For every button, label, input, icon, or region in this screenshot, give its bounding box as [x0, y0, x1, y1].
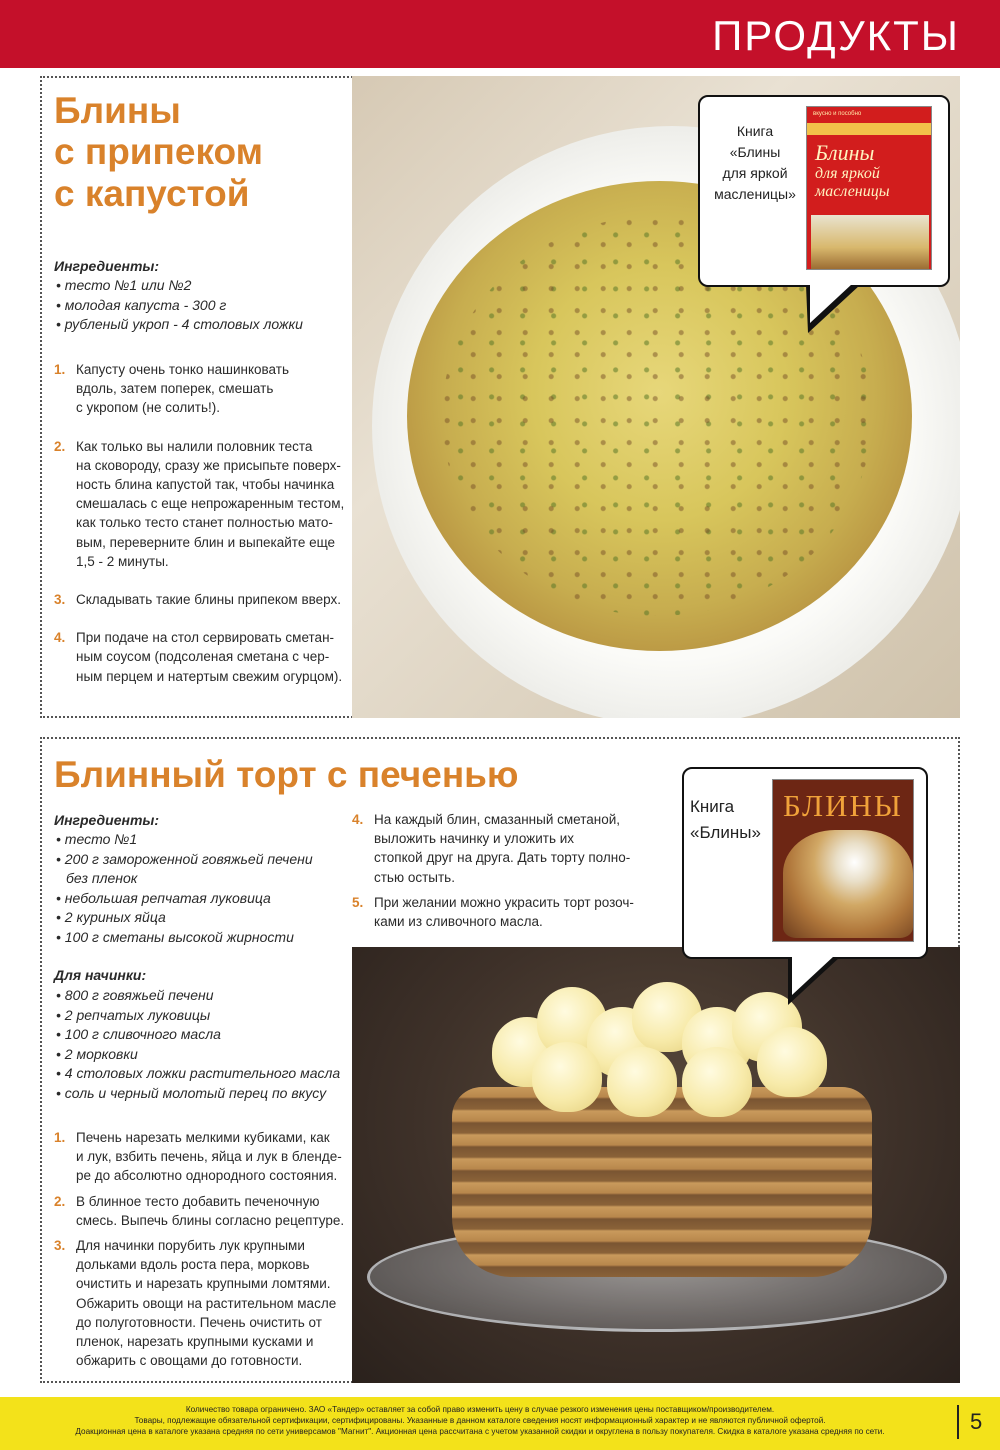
step-number: 1.	[54, 362, 66, 377]
step-line: выложить начинку и уложить их	[374, 831, 575, 847]
step-item	[54, 1192, 350, 1230]
cream-rosette	[607, 1047, 677, 1117]
book1-cover	[806, 106, 932, 270]
step-line: ным соусом (подсоленая сметана с чер-	[76, 649, 330, 665]
caption-line: для яркой	[722, 165, 788, 181]
step-number: 3.	[54, 592, 66, 608]
cover-title: БЛИНЫ	[783, 788, 903, 823]
book2-caption	[690, 794, 766, 846]
recipe2-ingredients-list	[56, 830, 336, 947]
recipe1-ingredients-label: Ингредиенты:	[54, 258, 160, 274]
book1-caption	[706, 121, 804, 205]
ingredient-item: • рубленый укроп - 4 столовых ложки	[66, 315, 346, 335]
cake-photo	[352, 947, 960, 1383]
step-number: 5.	[352, 894, 364, 910]
footer-bar	[0, 1397, 1000, 1450]
step-line: смесь. Выпечь блины согласно рецептуре.	[76, 1212, 345, 1228]
ingredient-item: • 100 г сметаны высокой жирности	[66, 928, 336, 948]
cover-title-line: Блины	[815, 140, 875, 165]
step-line: вдоль, затем поперек, смешать	[76, 381, 274, 397]
step-item	[54, 1236, 350, 1370]
disclaimer-line: Доакционная цена в каталоге указана средняя по сети универсамов "Магнит". Акционная цена рассчитана с учетом указанной скидки и округлена в пользу покупателя. Скидка в каталоге указана средняя по сети.	[75, 1427, 885, 1436]
step-line: Обжарить овощи на растительном масле	[76, 1295, 337, 1311]
step-line: Для начинки порубить лук крупными	[76, 1238, 305, 1254]
step-line: Как только вы налили половник теста	[76, 438, 313, 454]
cover-title-line: масленицы	[815, 183, 890, 200]
step-line: до полуготовности. Печень очистить от	[76, 1314, 322, 1330]
caption-line: Книга	[736, 123, 774, 139]
step-number: 4.	[54, 630, 66, 646]
caption-line: Книга	[690, 797, 735, 816]
book2-cover	[772, 779, 914, 942]
recipe2-ingredients-label: Ингредиенты:	[54, 812, 160, 828]
step-line: стью остыть.	[374, 869, 455, 885]
cream-rosette	[682, 1047, 752, 1117]
cover-title-line: для яркой	[815, 165, 880, 182]
footer-disclaimer	[40, 1404, 920, 1437]
ingredient-item: • 100 г сливочного масла	[66, 1025, 348, 1045]
step-line: ность блина капустой так, чтобы начинка	[76, 477, 335, 493]
callout-tail-fill	[792, 956, 834, 995]
step-line: как только тесто станет полностью мато-	[76, 515, 333, 531]
recipe2-filling-label: Для начинки:	[54, 967, 147, 983]
step-line: смешалась с еще непрожаренным тестом,	[76, 496, 345, 512]
step-item	[54, 437, 350, 571]
step-line: обжарить с овощами до готовности.	[76, 1353, 303, 1369]
caption-line: «Блины»	[690, 823, 761, 842]
cover-title	[815, 141, 931, 201]
ingredient-item: • небольшая репчатая луковица	[66, 889, 336, 909]
step-line: стопкой друг на друга. Дать торту полно-	[374, 850, 631, 866]
step-line: дольками вдоль роста пера, морковь	[76, 1257, 310, 1273]
step-number: 1.	[54, 1130, 66, 1145]
recipe1-ingredients-list	[56, 276, 346, 335]
ingredient-item: • 2 репчатых луковицы	[66, 1006, 348, 1026]
recipe1-title-line: с капустой	[54, 172, 250, 214]
ingredient-item: • 800 г говяжьей печени	[66, 986, 348, 1006]
step-item	[352, 893, 652, 931]
step-line: При подаче на стол сервировать сметан-	[76, 630, 335, 646]
ingredient-item: • соль и черный молотый перец по вкусу	[66, 1084, 348, 1104]
step-number: 2.	[54, 438, 66, 454]
step-line: на сковороду, сразу же присыпьте поверх-	[76, 457, 341, 473]
step-line: с укропом (не солить!).	[76, 400, 220, 416]
ingredient-item: • тесто №1 или №2	[66, 276, 346, 296]
step-line: На каждый блин, смазанный сметаной,	[374, 812, 620, 827]
caption-line: «Блины	[729, 144, 781, 160]
step-line: ками из сливочного масла.	[374, 914, 543, 930]
step-line: 1,5 - 2 минуты.	[76, 553, 169, 569]
step-item	[54, 1128, 350, 1186]
step-line: Капусту очень тонко нашинковать	[76, 362, 289, 377]
step-item	[352, 810, 652, 887]
ingredient-item: • молодая капуста - 300 г	[66, 296, 346, 316]
step-line: и лук, взбить печень, яйца и лук в бленде-	[76, 1149, 342, 1165]
step-line: В блинное тесто добавить печеночную	[76, 1193, 320, 1209]
cover-brand: вкусно и пособно	[813, 111, 862, 117]
recipe2-steps-left	[54, 1128, 350, 1370]
step-line: Складывать такие блины припеком вверх.	[76, 592, 342, 608]
footer-divider	[957, 1405, 959, 1439]
step-item	[54, 590, 350, 609]
cover-photo	[783, 830, 913, 938]
ingredient-item: • 2 куриных яйца	[66, 908, 336, 928]
cream-rosette	[757, 1027, 827, 1097]
section-title: ПРОДУКТЫ	[712, 12, 960, 59]
recipe1-title-line: Блины	[54, 90, 181, 131]
recipe2-steps-right	[352, 810, 652, 931]
recipe2-filling-list	[56, 986, 348, 1103]
ingredient-item: • 2 морковки	[66, 1045, 348, 1065]
page-number: 5	[970, 1409, 983, 1434]
cover-photo	[811, 215, 929, 269]
recipe2-title: Блинный торт с печенью	[54, 754, 519, 795]
step-line: вым, переверните блин и выпекайте еще	[76, 534, 336, 550]
step-item	[54, 360, 350, 418]
disclaimer-line: Количество товара ограничено. ЗАО «Тандер» оставляет за собой право изменить цену в случае резкого изменения цены поставщиком/производителем.	[185, 1405, 775, 1414]
pancake-cake	[452, 1087, 872, 1277]
ingredient-item: • 4 столовых ложки растительного масла	[66, 1064, 348, 1084]
step-number: 2.	[54, 1193, 66, 1209]
disclaimer-line: Товары, подлежащие обязательной сертификации, сертифицированы. Указанные в данном каталоге сведения носят информационный характер и не являются публичной офертой.	[134, 1416, 826, 1425]
recipe1-title-line: с припеком	[54, 131, 263, 173]
ingredient-item: • 200 г замороженной говяжьей печени без пленок	[66, 850, 336, 889]
step-line: При желании можно украсить торт розоч-	[374, 894, 634, 910]
cover-band	[807, 123, 931, 135]
header-bar	[0, 0, 1000, 68]
step-number: 4.	[352, 812, 364, 827]
ingredient-item: • тесто №1	[66, 830, 336, 850]
step-line: ре до абсолютно однородного состояния.	[76, 1168, 338, 1184]
step-item	[54, 628, 350, 686]
step-line: Печень нарезать мелкими кубиками, как	[76, 1130, 330, 1145]
step-line: ным перцем и натертым свежим огурцом).	[76, 668, 343, 684]
recipe1-steps	[54, 360, 350, 686]
recipe1-title	[54, 90, 344, 214]
step-line: очистить и нарезать крупными ломтями.	[76, 1276, 331, 1292]
step-number: 3.	[54, 1238, 66, 1254]
caption-line: масленицы»	[714, 186, 796, 202]
cream-rosette	[532, 1042, 602, 1112]
step-line: пленок, нарезать крупными кусками и	[76, 1334, 314, 1350]
callout-tail-fill	[810, 284, 852, 323]
